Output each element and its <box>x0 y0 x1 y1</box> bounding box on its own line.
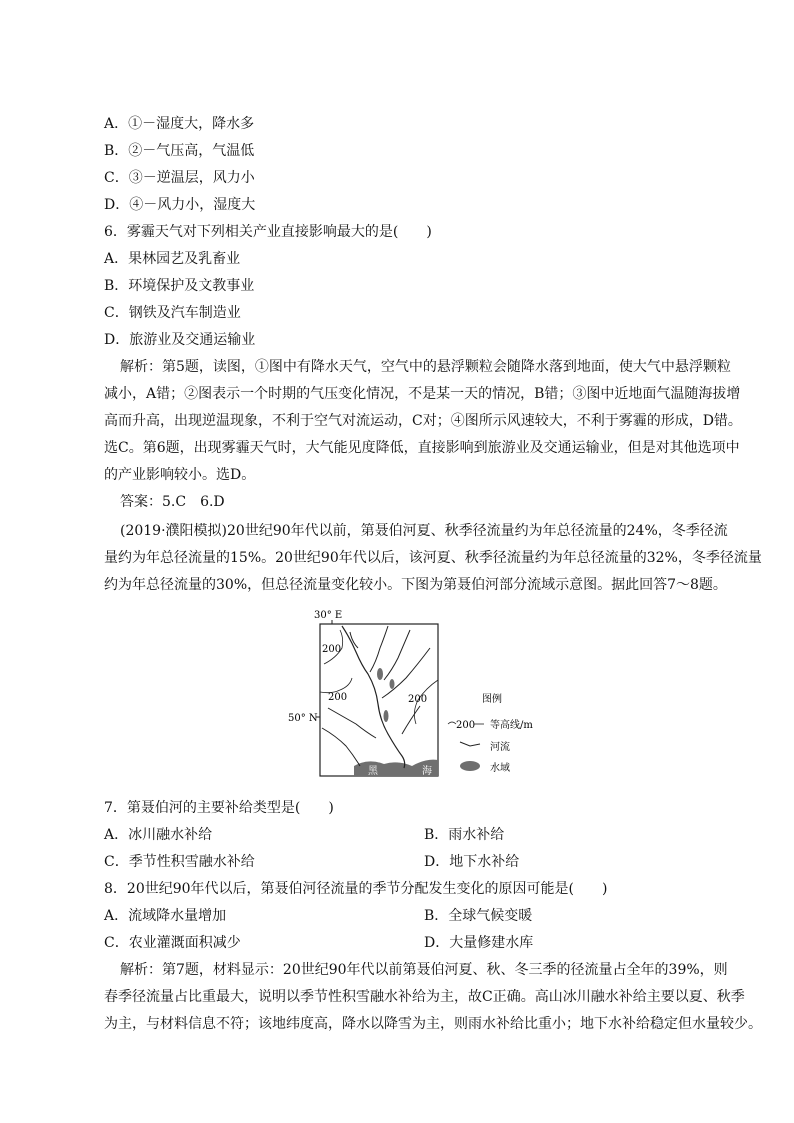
material-line: 量约为年总径流量的15%。20世纪90年代以后，该河夏、秋季径流量约为年总径流量的32%，冬季径流量 <box>104 550 762 566</box>
latitude-label: 50° N <box>288 713 318 724</box>
contour-label: 200 <box>322 644 342 655</box>
q5-option-d: D．④－风力小，湿度大 <box>104 197 256 213</box>
longitude-label: 30° E <box>314 610 343 621</box>
analysis-line: 为主，与材料信息不符；该地纬度高，降水以降雪为主，则雨水补给比重小；地下水补给稳定但水量较少。 <box>104 1016 762 1032</box>
q6-stem: 6．雾霾天气对下列相关产业直接影响最大的是( ) <box>104 224 432 240</box>
reservoir <box>377 668 383 680</box>
tributary <box>384 630 410 680</box>
tributary <box>328 708 376 738</box>
q8-option-a: A．流域降水量增加 <box>104 908 227 924</box>
q6-option-d: D．旅游业及交通运输业 <box>104 332 256 348</box>
southern-bug-river <box>322 728 360 766</box>
q7-stem: 7．第聂伯河的主要补给类型是( ) <box>104 800 334 816</box>
dnieper-river <box>342 626 405 768</box>
q8-option-b: B．全球气候变暖 <box>424 908 533 924</box>
sea-label: 黑 <box>368 766 378 777</box>
q8-stem: 8．20世纪90年代以后，第聂伯河径流量的季节分配发生变化的原因可能是( ) <box>104 881 608 897</box>
legend-contour-symbol <box>448 722 456 724</box>
q6-option-a: A．果林园艺及乳畜业 <box>104 251 241 267</box>
q5-option-b: B．②－气压高，气温低 <box>104 143 255 159</box>
answer-line: 答案：5.C 6.D <box>120 494 225 510</box>
material-line: 约为年总径流量的30%，但总径流量变化较小。下图为第聂伯河部分流域示意图。据此回答7～8题。 <box>104 577 727 593</box>
tributary <box>350 632 358 648</box>
q8-option-c: C．农业灌溉面积减少 <box>104 935 241 951</box>
q7-option-c: C．季节性积雪融水补给 <box>104 854 255 870</box>
legend-river-symbol <box>460 742 480 746</box>
contour-label: 200 <box>408 694 428 705</box>
legend-title: 图例 <box>482 694 502 705</box>
q6-option-b: B．环境保护及文教事业 <box>104 278 255 294</box>
q7-option-a: A．冰川融水补给 <box>104 827 213 843</box>
analysis-line: 解析：第7题，材料显示：20世纪90年代以前第聂伯河夏、秋、冬三季的径流量占全年的39%，则 <box>120 962 728 978</box>
contour-label: 200 <box>328 692 348 703</box>
q5-option-a: A．①－湿度大，降水多 <box>104 116 255 132</box>
sea-label: 海 <box>422 766 432 777</box>
reservoir <box>384 710 389 722</box>
dnieper-basin-map <box>280 608 540 786</box>
material-line: (2019·濮阳模拟)20世纪90年代以前，第聂伯河夏、秋季径流量约为年总径流量的24%，冬季径流 <box>120 523 728 539</box>
analysis-line: 减小，A错；②图表示一个时期的气压变化情况，不是某一天的情况，B错；③图中近地面气温随海拔增 <box>104 386 741 402</box>
legend-water-label: 水域 <box>490 763 510 774</box>
reservoir <box>390 679 395 689</box>
tributary <box>370 626 388 672</box>
q5-option-c: C．③－逆温层，风力小 <box>104 170 255 186</box>
legend-water-symbol <box>460 761 480 771</box>
analysis-line: 高而升高，出现逆温现象，不利于空气对流运动，C对；④图所示风速较大，不利于雾霾的形成，D错。 <box>104 413 742 429</box>
tributary <box>402 706 420 734</box>
analysis-line: 的产业影响较小。选D。 <box>104 467 256 483</box>
analysis-line: 春季径流量占比重最大，说明以季节性积雪融水补给为主，故C正确。高山冰川融水补给主要以夏、秋季 <box>104 989 745 1005</box>
q8-option-d: D．大量修建水库 <box>424 935 534 951</box>
q7-option-d: D．地下水补给 <box>424 854 520 870</box>
analysis-line: 选C。第6题，出现雾霾天气时，大气能见度降低，直接影响到旅游业及交通运输业，但是对其他选项中 <box>104 440 740 456</box>
legend-contour-label: 等高线/m <box>490 720 533 731</box>
q7-option-b: B．雨水补给 <box>424 827 505 843</box>
q6-option-c: C．钢铁及汽车制造业 <box>104 305 241 321</box>
legend-river-label: 河流 <box>490 742 510 753</box>
contour-line <box>320 678 352 693</box>
analysis-line: 解析：第5题，读图，①图中有降水天气，空气中的悬浮颗粒会随降水落到地面，使大气中悬浮颗粒 <box>120 359 731 375</box>
legend-contour-value: 200 <box>456 720 476 731</box>
